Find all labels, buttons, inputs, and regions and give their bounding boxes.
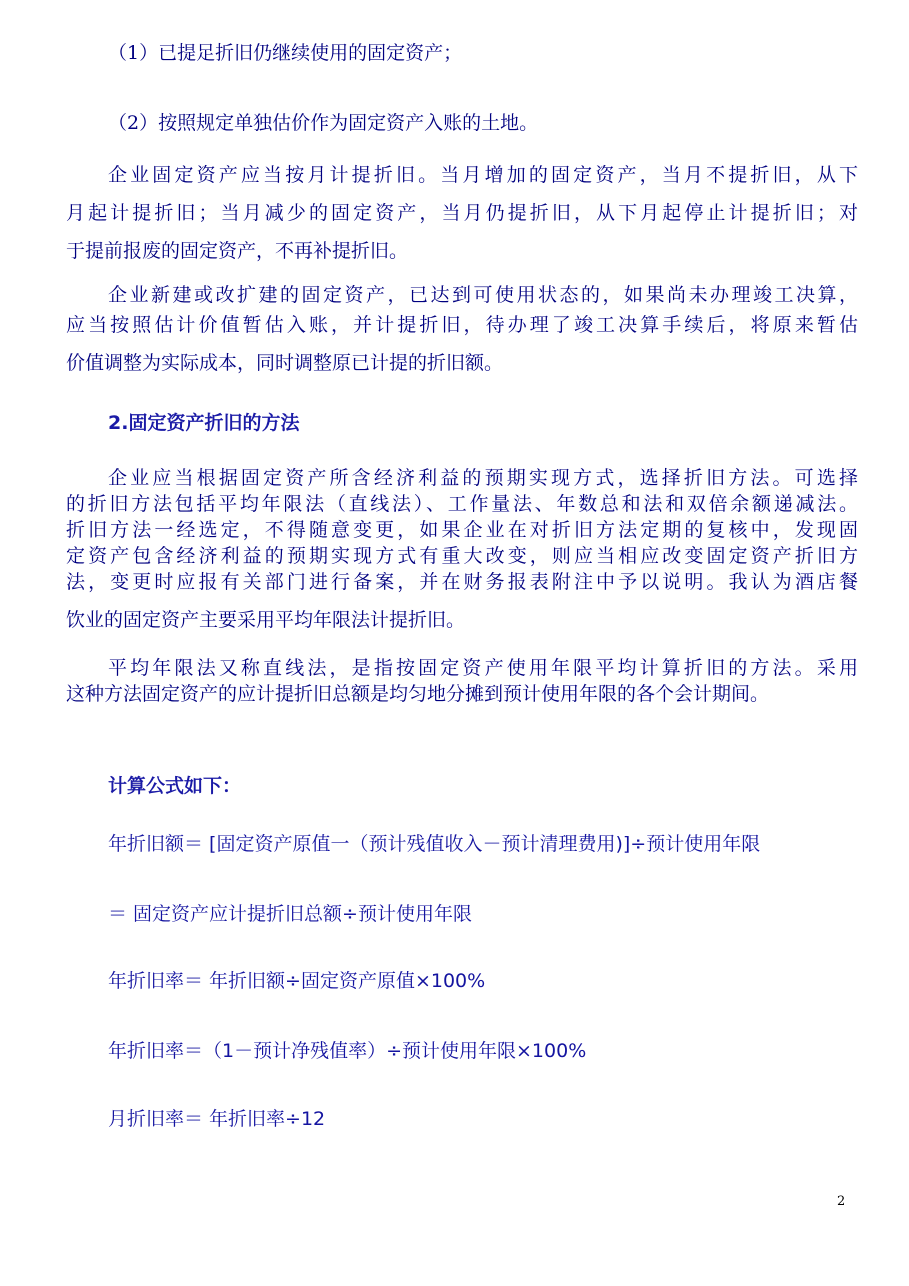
formula-monthly-depreciation-rate: 月折旧率＝ 年折旧率÷12 <box>108 1108 326 1130</box>
formula-annual-depreciation-amount: 年折旧额＝ [固定资产原值一（预计残值收入－预计清理费用)]÷预计使用年限 <box>108 833 761 855</box>
paragraph-line: 定资产包含经济利益的预期实现方式有重大改变，则应当相应改变固定资产折旧方 <box>66 545 858 567</box>
paragraph-line: 企业应当根据固定资产所含经济利益的预期实现方式，选择折旧方法。可选择 <box>108 467 858 489</box>
paragraph-line: 月起计提折旧；当月减少的固定资产，当月仍提折旧，从下月起停止计提折旧；对 <box>66 202 858 224</box>
paragraph-line: 这种方法固定资产的应计提折旧总额是均匀地分摊到预计使用年限的各个会计期间。 <box>66 683 770 705</box>
paragraph-line: 的折旧方法包括平均年限法（直线法）、工作量法、年数总和法和双倍余额递减法。 <box>66 493 858 515</box>
paragraph-straight-line <box>66 653 858 705</box>
list-item-1: （1）已提足折旧仍继续使用的固定资产； <box>108 42 463 64</box>
list-item-2: （2）按照规定单独估价作为固定资产入账的土地。 <box>108 112 539 134</box>
paragraph-line: 应当按照估计价值暂估入账，并计提折旧，待办理了竣工决算手续后，将原来暂估 <box>66 314 858 336</box>
paragraph-line: 折旧方法一经选定，不得随意变更，如果企业在对折旧方法定期的复核中，发现固 <box>66 519 858 541</box>
formula-annual-depreciation-rate: 年折旧率＝ 年折旧额÷固定资产原值×100% <box>108 970 486 992</box>
paragraph-line: 企业新建或改扩建的固定资产，已达到可使用状态的，如果尚未办理竣工决算， <box>108 284 858 306</box>
paragraph-depreciation-methods <box>66 463 858 643</box>
section-heading: 2.固定资产折旧的方法 <box>108 412 300 434</box>
paragraph-new-construction <box>66 280 858 386</box>
paragraph-line: 法，变更时应报有关部门进行备案，并在财务报表附注中予以说明。我认为酒店餐 <box>66 571 858 593</box>
paragraph-line: 于提前报废的固定资产，不再补提折旧。 <box>66 240 409 262</box>
formula-annual-depreciation-rate-alt: 年折旧率＝（1－预计净残值率）÷预计使用年限×100% <box>108 1040 587 1062</box>
paragraph-monthly-depreciation <box>66 160 858 274</box>
paragraph-line: 企业固定资产应当按月计提折旧。当月增加的固定资产，当月不提折旧，从下 <box>108 164 858 186</box>
page-number: 2 <box>837 1194 846 1209</box>
formula-heading: 计算公式如下： <box>108 775 242 797</box>
paragraph-line: 平均年限法又称直线法，是指按固定资产使用年限平均计算折旧的方法。采用 <box>108 657 858 679</box>
paragraph-line: 价值调整为实际成本，同时调整原已计提的折旧额。 <box>66 352 504 374</box>
formula-annual-depreciation-amount-alt: ＝ 固定资产应计提折旧总额÷预计使用年限 <box>108 903 472 925</box>
paragraph-line: 饮业的固定资产主要采用平均年限法计提折旧。 <box>66 609 466 631</box>
